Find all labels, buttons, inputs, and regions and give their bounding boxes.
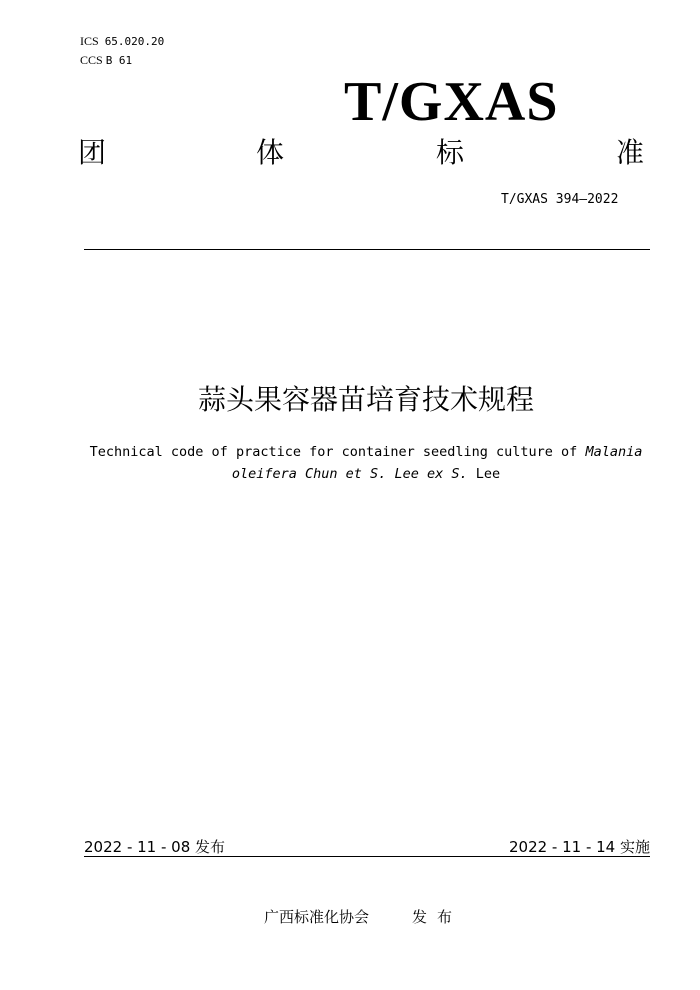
publish-date: 2022 - 11 - 08 发布 (84, 838, 226, 856)
standard-code-title: T/GXAS (344, 71, 559, 133)
standard-number: T/GXAS 394—2022 (501, 192, 619, 207)
english-title-prefix: Technical code of practice for container seedling culture of (89, 444, 586, 460)
header-divider (84, 249, 650, 250)
ccs-label: CCS (80, 53, 103, 67)
ccs-line (80, 53, 132, 68)
publisher-name: 广西标准化协会 (264, 908, 370, 926)
ics-line (80, 34, 164, 49)
category-char-4: 准 (616, 136, 645, 169)
chinese-title: 蒜头果容器苗培育技术规程 (197, 383, 534, 416)
english-title (76, 441, 656, 485)
english-title-suffix: Lee (467, 466, 501, 482)
ccs-code: B 61 (105, 54, 133, 67)
ics-label: ICS (80, 34, 99, 48)
category-char-2: 体 (256, 136, 285, 169)
publish-action: 发布 (412, 908, 463, 926)
ics-code: 65.020.20 (104, 35, 165, 48)
category-char-3: 标 (436, 136, 465, 169)
implement-date: 2022 - 11 - 14 实施 (508, 838, 650, 856)
english-title-species: Malania oleifera Chun et S. Lee ex S. (231, 444, 643, 482)
category-char-1: 团 (78, 136, 107, 169)
footer-divider (84, 856, 650, 857)
